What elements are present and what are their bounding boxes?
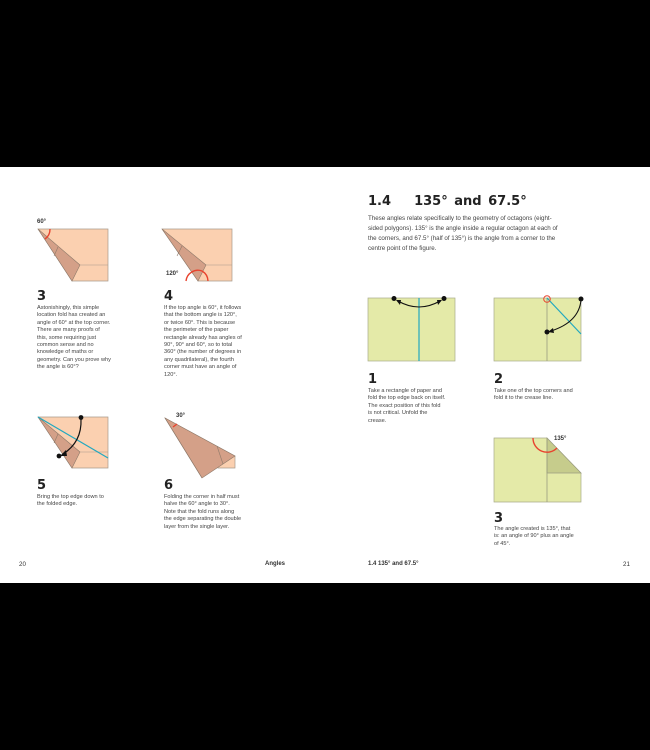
section-intro: These angles relate specifically to the geometry of octagons (eight-sided polygons). 135° is the angle inside a regular octagon at each of the corners, and 67.5° (half of 135°) is the angle from a corner to the centre point of the figure. <box>368 215 558 252</box>
running-head-right: 1.4 135° and 67.5° <box>368 561 419 567</box>
page-number-left: 20 <box>19 561 26 568</box>
angle-label-60: 60° <box>37 219 47 225</box>
section-number: 1.4 <box>368 194 392 209</box>
step-2-text: Take one of the top corners and fold it to the crease line. <box>494 388 573 402</box>
section-heading <box>368 194 527 209</box>
angle-label-135: 135° <box>554 436 567 442</box>
angle-label-30: 30° <box>176 413 186 419</box>
diagram-step-2 <box>493 295 585 365</box>
diagram-step-3-right <box>493 435 585 505</box>
diagram-step-3 <box>30 219 110 279</box>
step-4-text: If the top angle is 60°, it follows that the bottom angle is 120°, or twice 60°. This is because the perimeter of the paper rectangle already has angles of 90°, 90° and 60°, so to total 360° (the number of degrees in any quadrilateral), the fourth corner must have an angle of 120°. <box>164 305 242 378</box>
step-3-text: Astonishingly, this simple location fold has created an angle of 60° at the top corner. There are many proofs of this, some requiring just common sense and no knowledge of maths or geometry. Can you prove why the angle is 60°? <box>37 305 111 371</box>
step-3-number: 3 <box>37 289 47 304</box>
running-head-left: Angles <box>265 561 286 567</box>
step-5-text: Bring the top edge down to the folded edge. <box>37 494 104 508</box>
angle-label-120: 120° <box>166 271 179 277</box>
diagram-step-4 <box>160 219 240 279</box>
step-1-number: 1 <box>368 372 378 387</box>
diagram-step-5 <box>30 412 110 472</box>
step-1-text: Take a rectangle of paper and fold the top edge back on itself. The exact position of this fold is not critical. Unfold the crease. <box>368 388 446 424</box>
step-3-right-text: The angle created is 135°, that is: an angle of 90° plus an angle of 45°. <box>494 526 574 547</box>
step-6-number: 6 <box>164 478 174 493</box>
book-spread <box>0 167 650 583</box>
step-6-text: Folding the corner in half must halve the 60° angle to 30°. Note that the fold runs along the edge separating the double layer from the single layer. <box>164 494 242 530</box>
step-5-number: 5 <box>37 478 47 493</box>
diagram-step-6 <box>160 412 240 482</box>
step-2-number: 2 <box>494 372 504 387</box>
step-3-right-number: 3 <box>494 511 504 526</box>
step-4-number: 4 <box>164 289 174 304</box>
section-title: 135° and 67.5° <box>414 194 527 209</box>
page-number-right: 21 <box>623 561 630 568</box>
diagram-step-1 <box>367 295 459 365</box>
